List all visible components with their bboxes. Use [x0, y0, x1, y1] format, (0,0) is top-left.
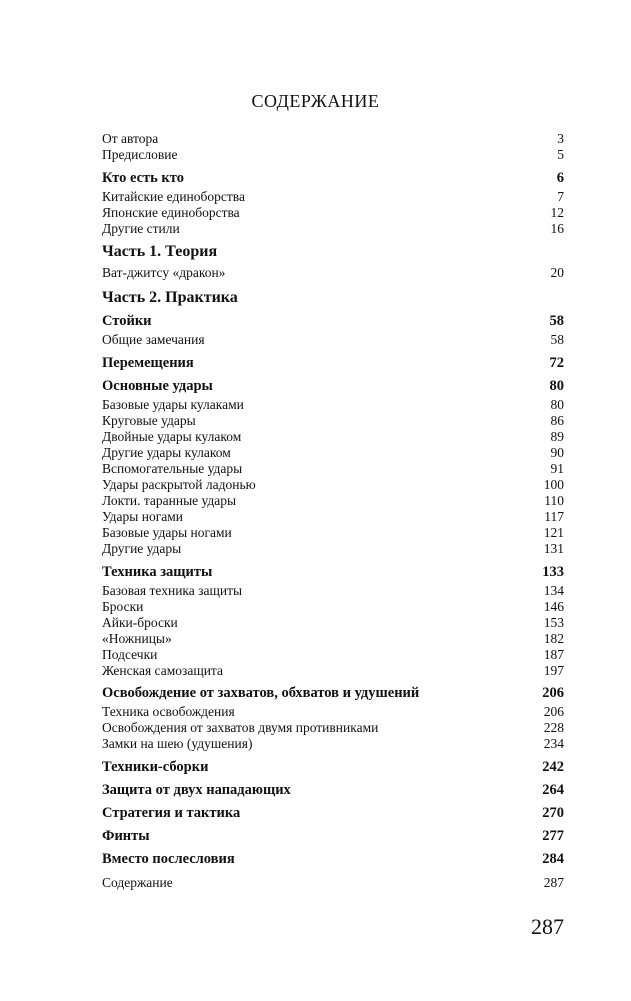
toc-entry — [102, 222, 564, 236]
toc-entry-title: Ват-джитсу «дракон» — [102, 265, 226, 280]
toc-entry-title: Локти. таранные удары — [102, 493, 237, 508]
toc-entry-title: Броски — [102, 599, 144, 614]
toc-entry-page: 121 — [543, 525, 564, 540]
toc-section-heading — [102, 829, 564, 844]
page-title: СОДЕРЖАНИЕ — [251, 91, 380, 111]
toc-entry-title: «Ножницы» — [102, 631, 172, 646]
toc-entry-title: Айки-броски — [102, 615, 178, 630]
toc-entry-page: 6 — [556, 170, 564, 186]
toc-entry-page: 58 — [549, 313, 564, 329]
toc-entry-title: Круговые удары — [102, 413, 196, 428]
toc-entry-title: Кто есть кто — [102, 170, 184, 186]
toc-entry-title: Удары раскрытой ладонью — [102, 477, 256, 492]
toc-entry-title: Стойки — [102, 313, 152, 329]
toc-entry-page: 91 — [550, 461, 564, 476]
toc-section-heading — [102, 783, 564, 798]
toc-section-heading — [102, 852, 564, 867]
toc-entry-title: Базовые удары кулаками — [102, 397, 244, 412]
toc-entry-title: Замки на шею (удушения) — [102, 736, 253, 751]
toc-entry-page: 3 — [557, 131, 564, 146]
toc-entry-title: Часть 1. Теория — [102, 243, 218, 260]
toc-entry — [102, 664, 564, 678]
toc-entry — [102, 478, 564, 492]
toc-entry-page: 16 — [550, 221, 564, 236]
toc-entry-title: Освобождения от захватов двумя противниками — [102, 720, 379, 735]
toc-entry — [102, 542, 564, 556]
toc-entry-page: 90 — [550, 445, 564, 460]
toc-entry — [102, 648, 564, 662]
toc-entry-page: 153 — [543, 615, 564, 630]
toc-entry-title: Перемещения — [102, 355, 194, 371]
toc-entry-title: Финты — [102, 828, 150, 844]
toc-entry-page: 131 — [543, 541, 564, 556]
toc-entry-page: 287 — [543, 875, 564, 890]
toc-section-heading — [102, 686, 564, 701]
toc-entry-title: Вместо послесловия — [102, 851, 235, 867]
toc-entry-page: 5 — [557, 147, 564, 162]
toc-entry-title: Предисловие — [102, 147, 178, 162]
page-number: 287 — [531, 914, 564, 939]
toc-entry-page: 242 — [542, 759, 564, 775]
toc-entry-title: Защита от двух нападающих — [102, 782, 291, 798]
toc-entry-page: 187 — [543, 647, 564, 662]
toc-entry-page: 72 — [549, 355, 564, 371]
toc-entry-title: Китайские единоборства — [102, 189, 245, 204]
toc-entry — [102, 494, 564, 508]
toc-entry-page: 133 — [542, 564, 564, 580]
toc-entry — [102, 446, 564, 460]
toc-entry — [102, 510, 564, 524]
toc-entry — [102, 632, 564, 646]
toc-entry-page: 7 — [557, 189, 564, 204]
toc-entry — [102, 190, 564, 204]
toc-entry-page: 80 — [549, 378, 564, 394]
toc-entry — [102, 616, 564, 630]
toc-entry-page: 206 — [543, 704, 564, 719]
toc-entry — [102, 266, 564, 280]
toc-section-heading — [102, 379, 564, 394]
toc-entry-title: Другие удары — [102, 541, 182, 556]
toc-entry-title: Другие удары кулаком — [102, 445, 231, 460]
toc-entry-page: 86 — [550, 413, 564, 428]
toc-entry-title: Основные удары — [102, 378, 213, 394]
toc-entry-page: 80 — [550, 397, 564, 412]
toc-entry-title: Удары ногами — [102, 509, 183, 524]
toc-entry-title: Другие стили — [102, 221, 180, 236]
toc-entry-title: Часть 2. Практика — [102, 289, 238, 306]
toc-part-heading — [102, 244, 564, 260]
toc-entry-page: 100 — [543, 477, 564, 492]
toc-entry-title: Техника защиты — [102, 564, 213, 580]
toc-entry-title: Общие замечания — [102, 332, 205, 347]
toc-entry — [102, 526, 564, 540]
toc-entry-page: 234 — [543, 736, 564, 751]
toc-entry — [102, 398, 564, 412]
toc-entry-title: Подсечки — [102, 647, 158, 662]
toc-entry-title: Вспомогательные удары — [102, 461, 243, 476]
toc-entry-title: Освобождение от захватов, обхватов и удушений — [102, 685, 420, 701]
toc-part-heading — [102, 290, 564, 306]
toc-entry — [102, 600, 564, 614]
toc-entry-page: 264 — [542, 782, 564, 798]
toc-entry — [102, 721, 564, 735]
toc-entry-title: Стратегия и тактика — [102, 805, 241, 821]
toc-entry-title: Техники-сборки — [102, 759, 209, 775]
toc-entry — [102, 876, 564, 890]
toc-entry — [102, 333, 564, 347]
toc-section-heading — [102, 356, 564, 371]
toc-section-heading — [102, 171, 564, 186]
toc-entry — [102, 462, 564, 476]
toc-entry-page: 134 — [543, 583, 564, 598]
toc-entry — [102, 705, 564, 719]
toc-entry-page: 228 — [543, 720, 564, 735]
toc-entry-page: 89 — [550, 429, 564, 444]
toc-entry-title: Содержание — [102, 875, 173, 890]
toc-entry-title: Техника освобождения — [102, 704, 235, 719]
toc-entry-title: Базовые удары ногами — [102, 525, 232, 540]
toc-entry-title: От автора — [102, 131, 159, 146]
toc-entry — [102, 414, 564, 428]
toc-entry-page: 117 — [544, 509, 564, 524]
toc-entry-page: 277 — [542, 828, 564, 844]
toc-entry — [102, 584, 564, 598]
toc-section-heading — [102, 760, 564, 775]
toc-section-heading — [102, 314, 564, 329]
toc-entry-page: 197 — [543, 663, 564, 678]
toc-entry-page: 146 — [543, 599, 564, 614]
toc-entry-page: 206 — [542, 685, 564, 701]
toc-entry-page: 284 — [542, 851, 564, 867]
toc-entry-page: 182 — [543, 631, 564, 646]
toc-entry-page: 270 — [542, 805, 564, 821]
toc-entry-page: 12 — [550, 205, 564, 220]
toc-entry-page: 20 — [550, 265, 564, 280]
toc-entry — [102, 148, 564, 162]
toc-entry-title: Двойные удары кулаком — [102, 429, 242, 444]
toc-entry — [102, 430, 564, 444]
toc-entry-page: 110 — [544, 493, 564, 508]
toc-section-heading — [102, 565, 564, 580]
toc-entry-title: Японские единоборства — [102, 205, 240, 220]
toc-entry-title: Женская самозащита — [102, 663, 223, 678]
toc-entry — [102, 132, 564, 146]
toc-section-heading — [102, 806, 564, 821]
toc-entry — [102, 206, 564, 220]
toc-entry-title: Базовая техника защиты — [102, 583, 243, 598]
toc-entry — [102, 737, 564, 751]
toc-entry-page: 58 — [550, 332, 564, 347]
